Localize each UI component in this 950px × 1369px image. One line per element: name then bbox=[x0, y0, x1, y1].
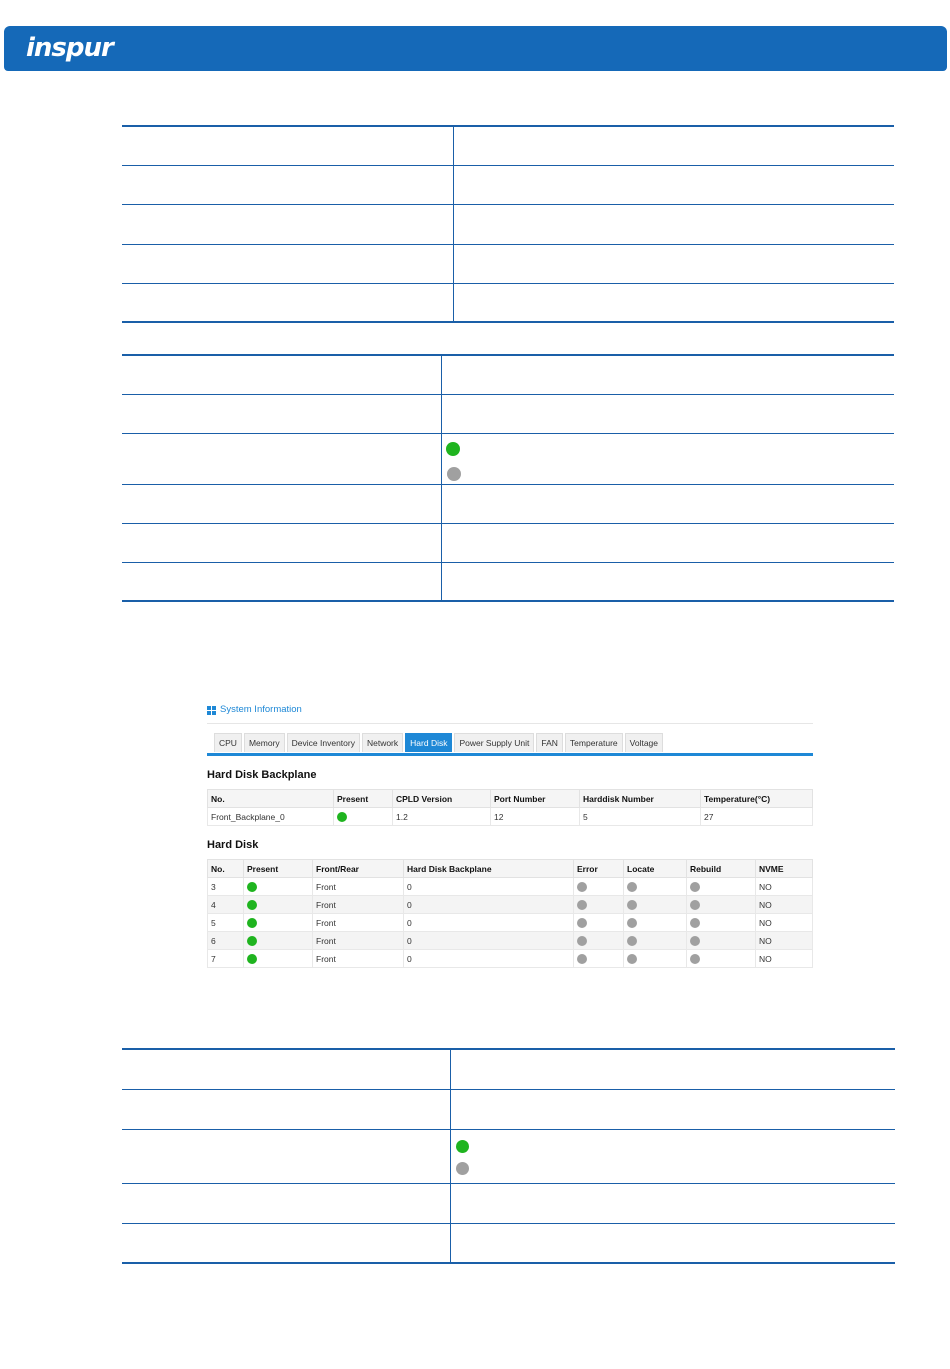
hard-disk-table bbox=[207, 859, 813, 968]
table-cell bbox=[687, 932, 756, 950]
status-on-icon bbox=[337, 812, 347, 822]
table-cell: 6 bbox=[208, 932, 244, 950]
column-header: Present bbox=[334, 790, 393, 808]
column-header: CPLD Version bbox=[393, 790, 491, 808]
absent-status-icon bbox=[447, 467, 461, 481]
column-header: Hard Disk Backplane bbox=[404, 860, 574, 878]
table-cell: 0 bbox=[404, 878, 574, 896]
column-header: Port Number bbox=[491, 790, 580, 808]
present-status-icon bbox=[446, 442, 460, 456]
status-off-icon bbox=[627, 936, 637, 946]
table-cell: Front bbox=[313, 950, 404, 968]
section-label: System Information bbox=[220, 704, 302, 715]
column-header: Rebuild bbox=[687, 860, 756, 878]
column-header: No. bbox=[208, 790, 334, 808]
status-off-icon bbox=[690, 900, 700, 910]
table-cell: 0 bbox=[404, 914, 574, 932]
hard-disk-title: Hard Disk bbox=[207, 839, 259, 851]
inspur-logo: inspur bbox=[26, 33, 113, 63]
status-on-icon bbox=[247, 900, 257, 910]
table-cell bbox=[244, 878, 313, 896]
tab-network[interactable]: Network bbox=[362, 733, 403, 752]
table-cell bbox=[574, 896, 624, 914]
table-cell: 27 bbox=[701, 808, 813, 826]
table-cell bbox=[687, 950, 756, 968]
table-cell: NO bbox=[756, 896, 813, 914]
divider bbox=[207, 723, 813, 724]
status-off-icon bbox=[627, 918, 637, 928]
column-header: Front/Rear bbox=[313, 860, 404, 878]
hard-disk-screenshot bbox=[207, 700, 813, 972]
table-cell: 0 bbox=[404, 896, 574, 914]
table-cell bbox=[624, 950, 687, 968]
field-table-1 bbox=[122, 125, 894, 323]
status-on-icon bbox=[247, 936, 257, 946]
table-row bbox=[208, 896, 813, 914]
table-cell bbox=[334, 808, 393, 826]
table-cell bbox=[624, 932, 687, 950]
field-table-2 bbox=[122, 354, 894, 602]
tab-hard-disk[interactable]: Hard Disk bbox=[405, 733, 452, 752]
status-off-icon bbox=[627, 882, 637, 892]
status-on-icon bbox=[247, 954, 257, 964]
table-cell bbox=[244, 950, 313, 968]
column-header: Temperature(°C) bbox=[701, 790, 813, 808]
table-row bbox=[208, 878, 813, 896]
table-cell: 5 bbox=[208, 914, 244, 932]
column-header: No. bbox=[208, 860, 244, 878]
status-off-icon bbox=[690, 918, 700, 928]
table-cell bbox=[244, 896, 313, 914]
backplane-title: Hard Disk Backplane bbox=[207, 769, 317, 781]
table-cell bbox=[244, 914, 313, 932]
tab-fan[interactable]: FAN bbox=[536, 733, 563, 752]
present-status-icon bbox=[456, 1140, 469, 1153]
column-header: Harddisk Number bbox=[580, 790, 701, 808]
column-header: Error bbox=[574, 860, 624, 878]
tab-temperature[interactable]: Temperature bbox=[565, 733, 623, 752]
status-off-icon bbox=[577, 936, 587, 946]
table-cell: Front bbox=[313, 896, 404, 914]
table-cell bbox=[624, 914, 687, 932]
table-cell: 3 bbox=[208, 878, 244, 896]
status-off-icon bbox=[690, 936, 700, 946]
table-cell: NO bbox=[756, 932, 813, 950]
table-cell bbox=[244, 932, 313, 950]
table-cell: 7 bbox=[208, 950, 244, 968]
status-off-icon bbox=[577, 900, 587, 910]
table-cell bbox=[687, 878, 756, 896]
absent-status-icon bbox=[456, 1162, 469, 1175]
tab-memory[interactable]: Memory bbox=[244, 733, 285, 752]
status-off-icon bbox=[577, 882, 587, 892]
column-header: Present bbox=[244, 860, 313, 878]
tab-cpu[interactable]: CPU bbox=[214, 733, 242, 752]
table-cell bbox=[624, 878, 687, 896]
table-cell: 12 bbox=[491, 808, 580, 826]
table-cell bbox=[574, 914, 624, 932]
status-on-icon bbox=[247, 918, 257, 928]
table-cell: Front bbox=[313, 932, 404, 950]
status-on-icon bbox=[247, 882, 257, 892]
field-table-3 bbox=[122, 1048, 895, 1264]
table-row bbox=[208, 950, 813, 968]
table-row bbox=[208, 914, 813, 932]
grid-icon bbox=[207, 706, 216, 715]
table-cell: Front_Backplane_0 bbox=[208, 808, 334, 826]
table-cell: 5 bbox=[580, 808, 701, 826]
tab-voltage[interactable]: Voltage bbox=[625, 733, 663, 752]
status-off-icon bbox=[577, 918, 587, 928]
status-off-icon bbox=[627, 900, 637, 910]
column-header: NVME bbox=[756, 860, 813, 878]
header-bar bbox=[4, 26, 947, 71]
status-off-icon bbox=[627, 954, 637, 964]
table-cell: 0 bbox=[404, 932, 574, 950]
status-off-icon bbox=[690, 882, 700, 892]
table-cell bbox=[574, 932, 624, 950]
table-cell: NO bbox=[756, 878, 813, 896]
status-off-icon bbox=[577, 954, 587, 964]
table-cell: NO bbox=[756, 950, 813, 968]
table-cell bbox=[687, 914, 756, 932]
table-cell bbox=[687, 896, 756, 914]
table-cell: Front bbox=[313, 878, 404, 896]
tab-power-supply-unit[interactable]: Power Supply Unit bbox=[454, 733, 534, 752]
tab-device-inventory[interactable]: Device Inventory bbox=[287, 733, 360, 752]
status-off-icon bbox=[690, 954, 700, 964]
table-cell: 4 bbox=[208, 896, 244, 914]
backplane-table bbox=[207, 789, 813, 826]
table-row bbox=[208, 808, 813, 826]
table-cell bbox=[574, 878, 624, 896]
table-cell: 0 bbox=[404, 950, 574, 968]
table-cell bbox=[574, 950, 624, 968]
tab-underline bbox=[207, 753, 813, 756]
table-cell bbox=[624, 896, 687, 914]
column-header: Locate bbox=[624, 860, 687, 878]
table-cell: Front bbox=[313, 914, 404, 932]
table-cell: 1.2 bbox=[393, 808, 491, 826]
table-cell: NO bbox=[756, 914, 813, 932]
tab-bar bbox=[214, 733, 665, 753]
table-row bbox=[208, 932, 813, 950]
